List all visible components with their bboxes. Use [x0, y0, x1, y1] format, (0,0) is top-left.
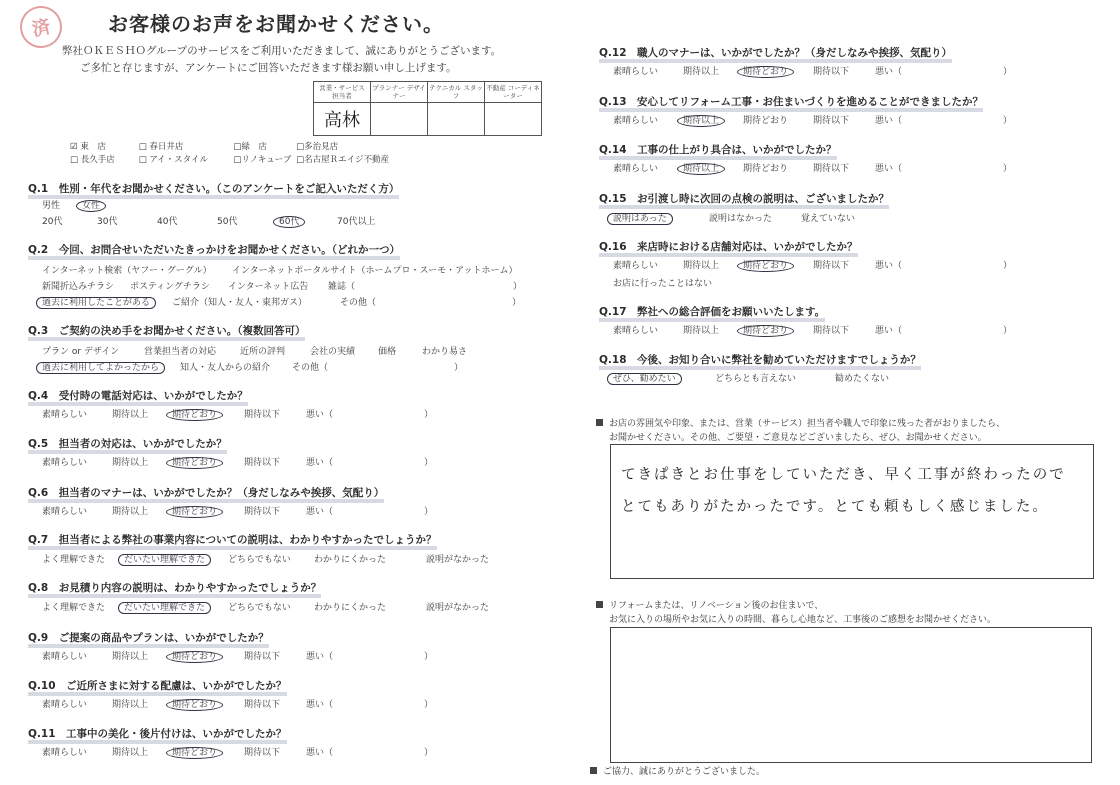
- q3-option[interactable]: わかり易さ: [422, 347, 468, 357]
- q15-option[interactable]: 覚えていない: [801, 214, 856, 224]
- q6-paren: ）: [424, 507, 434, 517]
- q6-options: [42, 504, 444, 517]
- q15-options: [613, 211, 855, 224]
- q17-paren: ）: [1003, 326, 1013, 336]
- q8-option[interactable]: わかりにくかった: [314, 603, 387, 613]
- q5-option-selected[interactable]: 期待どおり: [166, 457, 223, 469]
- store-option[interactable]: □緑 店: [233, 142, 267, 152]
- q2-option[interactable]: インターネットポータルサイト（ホームプロ・スーモ・アットホーム）: [232, 266, 518, 276]
- staff-planner-name[interactable]: [371, 103, 428, 136]
- free2-label-1: リフォームまたは、リノベーション後のお住まいで、: [596, 598, 823, 611]
- q4-option[interactable]: 素晴らしい: [42, 410, 88, 420]
- q3-option[interactable]: 知人・友人からの紹介: [180, 363, 271, 373]
- q13-option[interactable]: 悪い（: [875, 116, 903, 126]
- q10-paren: ）: [424, 700, 434, 710]
- q10-option[interactable]: 素晴らしい: [42, 700, 88, 710]
- intro-line-1: 弊社ＯＫＥＳＨＯグループのサービスをご利用いただきまして、誠にありがとうございます。: [62, 45, 502, 57]
- q17-option[interactable]: 素晴らしい: [613, 326, 659, 336]
- q2-option-selected[interactable]: 過去に利用したことがある: [36, 297, 156, 309]
- q3-option[interactable]: 会社の実績: [310, 347, 356, 357]
- q14-option[interactable]: 期待どおり: [743, 164, 789, 174]
- q14-paren: ）: [1003, 164, 1013, 174]
- q14-option[interactable]: 素晴らしい: [613, 164, 659, 174]
- footer-thanks: ご協力、誠にありがとうございました。: [590, 764, 765, 777]
- store-option[interactable]: □多治見店: [296, 142, 339, 152]
- q4-option-selected[interactable]: 期待どおり: [166, 409, 223, 421]
- store-option[interactable]: ☑ 東 店: [70, 142, 106, 152]
- q10-option-selected[interactable]: 期待どおり: [166, 699, 223, 711]
- staff-table: [313, 81, 542, 136]
- q8-option[interactable]: よく理解できた: [42, 603, 106, 613]
- q10-option[interactable]: 期待以下: [244, 700, 281, 710]
- q2-option[interactable]: ポスティングチラシ: [130, 282, 210, 292]
- q12-options: [613, 64, 1023, 77]
- q16-question: Q.16 来店時における店舗対応は、いかがでしたか？: [599, 239, 858, 254]
- q12-option[interactable]: 期待以下: [813, 67, 850, 77]
- q16-option-selected[interactable]: 期待どおり: [737, 260, 794, 272]
- q1-age-option[interactable]: 50代: [217, 217, 238, 227]
- q1-option[interactable]: 男性: [42, 201, 61, 211]
- q2-option[interactable]: ご紹介（知人・友人・東邦ガス）: [172, 298, 308, 308]
- q5-option[interactable]: 期待以下: [244, 458, 281, 468]
- q17-option[interactable]: 期待以上: [683, 326, 720, 336]
- q1-question: Q.1 性別・年代をお聞かせください。（このアンケートをご記入いただく方）: [28, 181, 399, 196]
- q9-paren: ）: [424, 652, 434, 662]
- q2-option[interactable]: 雑誌（: [328, 282, 356, 292]
- q2-row-3: [42, 295, 521, 308]
- q9-option[interactable]: 期待以上: [112, 652, 149, 662]
- q2-question: Q.2 今回、お問合せいただいたきっかけをお聞かせください。（どれか一つ）: [28, 242, 400, 257]
- q18-option[interactable]: どちらとも言えない: [715, 374, 797, 384]
- q11-question: Q.11 工事中の美化・後片付けは、いかがでしたか？: [28, 726, 287, 741]
- staff-header-planner: プランナー デザイナー: [371, 82, 428, 103]
- received-stamp: 済: [16, 2, 66, 52]
- q13-options: [613, 113, 1023, 126]
- q8-question: Q.8 お見積り内容の説明は、わかりやすかったでしょうか？: [28, 580, 321, 595]
- q12-option[interactable]: 素晴らしい: [613, 67, 659, 77]
- q11-options: [42, 745, 444, 758]
- q11-paren: ）: [424, 748, 434, 758]
- staff-technical-name[interactable]: [428, 103, 485, 136]
- staff-header-technical: テクニカル スタッフ: [428, 82, 485, 103]
- q16-option[interactable]: 悪い（: [875, 261, 903, 271]
- q2-option[interactable]: その他（: [340, 298, 377, 308]
- q5-question: Q.5 担当者の対応は、いかがでしたか？: [28, 436, 227, 451]
- q1-ages: [42, 214, 375, 227]
- q5-option[interactable]: 素晴らしい: [42, 458, 88, 468]
- q1-age-option[interactable]: 40代: [157, 217, 178, 227]
- store-option[interactable]: □リノキューブ: [233, 155, 292, 165]
- q4-option[interactable]: 期待以下: [244, 410, 281, 420]
- q10-options: [42, 697, 444, 710]
- q2-row-1: [42, 263, 517, 276]
- q12-option[interactable]: 悪い（: [875, 67, 903, 77]
- free1-label-2: お聞かせください。その他、ご要望・ご意見などございましたら、ぜひ、お聞かせください。: [609, 433, 987, 443]
- square-bullet-icon: [596, 601, 603, 608]
- store-option[interactable]: □ 春日井店: [138, 142, 184, 152]
- q8-options: [42, 600, 506, 613]
- q9-question: Q.9 ご提案の商品やプランは、いかがでしたか？: [28, 630, 269, 645]
- q18-option[interactable]: 勧めたくない: [835, 374, 890, 384]
- store-option[interactable]: □名古屋Ｒエイジ不動産: [296, 155, 390, 165]
- q18-question: Q.18 今後、お知り合いに弊社を勧めていただけますでしょうか？: [599, 352, 921, 367]
- q14-option[interactable]: 期待以下: [813, 164, 850, 174]
- square-bullet-icon: [590, 767, 597, 774]
- q1-option-selected[interactable]: 女性: [76, 200, 106, 212]
- q5-paren: ）: [424, 458, 434, 468]
- q9-option[interactable]: 期待以下: [244, 652, 281, 662]
- q5-options: [42, 455, 444, 468]
- q3-option-selected[interactable]: 過去に利用してよかったから: [36, 362, 165, 374]
- q14-option-selected[interactable]: 期待以上: [677, 163, 725, 175]
- q16-paren: ）: [1003, 261, 1013, 271]
- staff-header-realestate: 不動産 コーディネーター: [485, 82, 542, 103]
- free1-answer-box[interactable]: [610, 444, 1094, 579]
- q17-option[interactable]: 悪い（: [875, 326, 903, 336]
- store-row-2: [70, 153, 389, 165]
- q2-option[interactable]: インターネット広告: [228, 282, 309, 292]
- q13-question: Q.13 安心してリフォーム工事・お住まいづくりを進めることができましたか？: [599, 94, 983, 109]
- q4-paren: ）: [424, 410, 434, 420]
- intro-line-2: ご多忙と存じますが、アンケートにご回答いただきます様お願い申し上げます。: [80, 62, 457, 74]
- store-option[interactable]: □ アイ・スタイル: [138, 155, 209, 165]
- q17-options: [613, 323, 1023, 336]
- q7-question: Q.7 担当者による弊社の事業内容についての説明は、わかりやすかったでしょうか？: [28, 532, 437, 547]
- q7-options: [42, 552, 506, 565]
- q3-row-2: [42, 360, 463, 373]
- q13-option[interactable]: 期待以下: [813, 116, 850, 126]
- q11-option[interactable]: 期待以下: [244, 748, 281, 758]
- q4-question: Q.4 受付時の電話対応は、いかがでしたか？: [28, 388, 248, 403]
- free1-handwriting-line-1: てきぱきとお仕事をしていただき、早く工事が終わったので: [621, 467, 1066, 483]
- q2-option[interactable]: インターネット検索（ヤフー・グーグル）: [42, 266, 212, 276]
- q3-option[interactable]: 価格: [378, 347, 397, 357]
- q15-option-selected[interactable]: 説明はあった: [607, 213, 673, 225]
- store-row-1: [70, 140, 338, 152]
- q10-option[interactable]: 悪い（: [306, 700, 334, 710]
- q9-options: [42, 649, 444, 662]
- q14-option[interactable]: 悪い（: [875, 164, 903, 174]
- q3-row-1: [42, 344, 467, 357]
- q13-option[interactable]: 素晴らしい: [613, 116, 659, 126]
- q10-question: Q.10 ご近所さまに対する配慮は、いかがでしたか？: [28, 678, 287, 693]
- q11-option[interactable]: 悪い（: [306, 748, 334, 758]
- q3-question: Q.3 ご契約の決め手をお聞かせください。（複数回答可）: [28, 323, 305, 338]
- page-title: お客様のお声をお聞かせください。: [108, 12, 444, 36]
- staff-sales-name[interactable]: 高林: [314, 103, 371, 136]
- q9-option-selected[interactable]: 期待どおり: [166, 651, 223, 663]
- q3-option[interactable]: プラン or デザイン: [42, 347, 120, 357]
- q6-question: Q.6 担当者のマナーは、いかがでしたか？（身だしなみや挨拶、気配り）: [28, 485, 384, 500]
- q3-option[interactable]: 営業担当者の対応: [144, 347, 217, 357]
- q17-question: Q.17 弊社への総合評価をお願いいたします。: [599, 304, 825, 319]
- q11-option[interactable]: 期待以上: [112, 748, 149, 758]
- q15-question: Q.15 お引渡し時に次回の点検の説明は、ございましたか？: [599, 191, 889, 206]
- q13-option[interactable]: 期待どおり: [743, 116, 789, 126]
- free2-label-2: お気に入りの場所やお気に入りの時間、暮らし心地など、工事後のご感想をお聞かせください。: [609, 615, 997, 625]
- q7-option[interactable]: どちらでもない: [228, 555, 291, 565]
- q4-option[interactable]: 期待以上: [112, 410, 149, 420]
- q8-option[interactable]: 説明がなかった: [426, 603, 490, 613]
- q1-sex: [42, 198, 106, 211]
- q11-option-selected[interactable]: 期待どおり: [166, 747, 223, 759]
- q17-option[interactable]: 期待以下: [813, 326, 850, 336]
- q3-option[interactable]: 近所の評判: [240, 347, 286, 357]
- q5-option[interactable]: 期待以上: [112, 458, 149, 468]
- q1-age-option[interactable]: 30代: [97, 217, 118, 227]
- q1-age-option-selected[interactable]: 60代: [273, 216, 305, 228]
- store-option[interactable]: □ 長久手店: [70, 155, 115, 165]
- q16-option[interactable]: 期待以下: [813, 261, 850, 271]
- q12-option-selected[interactable]: 期待どおり: [737, 66, 794, 78]
- q8-option[interactable]: どちらでもない: [228, 603, 291, 613]
- free1-label-1: お店の雰囲気や印象、または、営業（サービス）担当者や職人で印象に残った者がおりましたら、: [596, 416, 1005, 429]
- q14-options: [613, 161, 1023, 174]
- q12-question: Q.12 職人のマナーは、いかがでしたか？（身だしなみや挨拶、気配り）: [599, 45, 952, 60]
- q17-option-selected[interactable]: 期待どおり: [737, 325, 794, 337]
- q3-paren: ）: [454, 363, 464, 373]
- q7-option[interactable]: よく理解できた: [42, 555, 106, 565]
- q3-option[interactable]: その他（: [292, 363, 329, 373]
- q6-option[interactable]: 素晴らしい: [42, 507, 88, 517]
- q18-options: [613, 371, 889, 384]
- q11-option[interactable]: 素晴らしい: [42, 748, 88, 758]
- q2-paren: ）: [512, 298, 522, 308]
- square-bullet-icon: [596, 419, 603, 426]
- q6-option-selected[interactable]: 期待どおり: [166, 506, 223, 518]
- q1-age-option[interactable]: 70代以上: [337, 217, 376, 227]
- q7-option-selected[interactable]: だいたい理解できた: [118, 554, 211, 566]
- q13-paren: ）: [1003, 116, 1013, 126]
- q9-option[interactable]: 悪い（: [306, 652, 334, 662]
- q6-option[interactable]: 期待以下: [244, 507, 281, 517]
- q9-option[interactable]: 素晴らしい: [42, 652, 88, 662]
- q15-option[interactable]: 説明はなかった: [709, 214, 773, 224]
- q8-option-selected[interactable]: だいたい理解できた: [118, 602, 211, 614]
- q16-option[interactable]: 期待以上: [683, 261, 720, 271]
- q13-option-selected[interactable]: 期待以上: [677, 115, 725, 127]
- q12-paren: ）: [1003, 67, 1013, 77]
- q7-option[interactable]: 説明がなかった: [426, 555, 490, 565]
- q2-row-2: [42, 279, 522, 292]
- free1-handwriting-line-2: とてもありがたかったです。とても頼もしく感じました。: [621, 499, 1049, 515]
- q12-option[interactable]: 期待以上: [683, 67, 720, 77]
- q1-age-option[interactable]: 20代: [42, 217, 63, 227]
- q2-paren: ）: [513, 282, 523, 292]
- q6-option[interactable]: 悪い（: [306, 507, 334, 517]
- q7-option[interactable]: わかりにくかった: [314, 555, 387, 565]
- q16-options: [613, 258, 1023, 271]
- q2-option[interactable]: 新聞折込みチラシ: [42, 282, 115, 292]
- q10-option[interactable]: 期待以上: [112, 700, 149, 710]
- q16-option[interactable]: 素晴らしい: [613, 261, 659, 271]
- q4-option[interactable]: 悪い（: [306, 410, 334, 420]
- staff-realestate-name[interactable]: [485, 103, 542, 136]
- q16-extra-option[interactable]: お店に行ったことはない: [613, 279, 713, 289]
- free2-answer-box[interactable]: [610, 627, 1092, 763]
- staff-header-sales: 営業・サービス 担当者: [314, 82, 371, 103]
- q14-question: Q.14 工事の仕上がり具合は、いかがでしたか？: [599, 142, 837, 157]
- q6-option[interactable]: 期待以上: [112, 507, 149, 517]
- q4-options: [42, 407, 444, 420]
- q5-option[interactable]: 悪い（: [306, 458, 334, 468]
- q18-option-selected[interactable]: ぜひ、勧めたい: [607, 373, 682, 385]
